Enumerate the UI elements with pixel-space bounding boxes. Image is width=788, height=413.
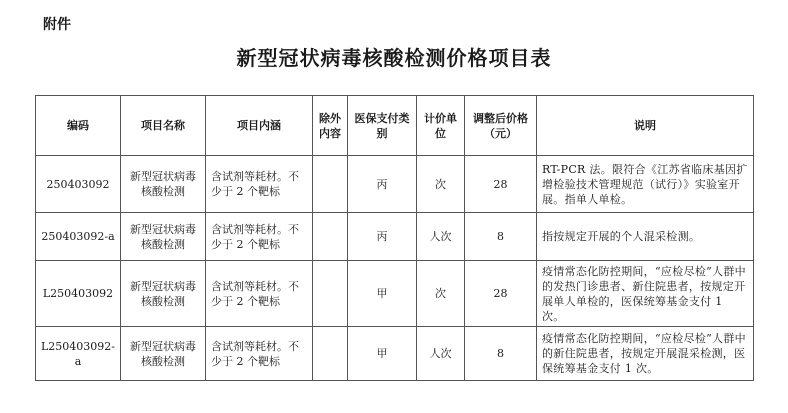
cell-price: 8 (465, 327, 537, 381)
cell-item-name: 新型冠状病毒核酸检测 (121, 261, 206, 327)
header-description: 说明 (537, 96, 754, 156)
cell-price: 28 (465, 261, 537, 327)
cell-code: L250403092-a (36, 327, 121, 381)
cell-insurance: 丙 (348, 156, 417, 213)
cell-insurance: 甲 (348, 327, 417, 381)
cell-insurance: 丙 (348, 213, 417, 261)
header-row (36, 96, 754, 156)
header-price: 调整后价格（元） (465, 96, 537, 156)
cell-price: 28 (465, 156, 537, 213)
cell-item-content: 含试剂等耗材。不少于 2 个靶标 (206, 213, 313, 261)
cell-description: 疫情常态化防控期间，“应检尽检”人群中的新住院患者，按规定开展混采检测，医保统筹基金支付 1 次。 (537, 327, 754, 381)
price-items-table (35, 95, 754, 381)
cell-item-name: 新型冠状病毒核酸检测 (121, 156, 206, 213)
cell-code: L250403092 (36, 261, 121, 327)
header-unit: 计价单位 (417, 96, 465, 156)
header-item-content: 项目内涵 (206, 96, 313, 156)
cell-unit: 人次 (417, 327, 465, 381)
cell-description: RT-PCR 法。限符合《江苏省临床基因扩增检验技术管理规范（试行）》实验室开展。指单人单检。 (537, 156, 754, 213)
cell-item-name: 新型冠状病毒核酸检测 (121, 327, 206, 381)
attachment-label: 附件 (43, 17, 71, 33)
header-code: 编码 (36, 96, 121, 156)
header-insurance: 医保支付类别 (348, 96, 417, 156)
table-row (36, 213, 754, 261)
header-excluded: 除外内容 (313, 96, 348, 156)
table-row (36, 261, 754, 327)
cell-item-content: 含试剂等耗材。不少于 2 个靶标 (206, 156, 313, 213)
table-row (36, 327, 754, 381)
cell-excluded (313, 327, 348, 381)
cell-code: 250403092 (36, 156, 121, 213)
cell-insurance: 甲 (348, 261, 417, 327)
cell-description: 疫情常态化防控期间，“应检尽检”人群中的发热门诊患者、新住院患者，按规定开展单人单检的，医保统筹基金支付 1 次。 (537, 261, 754, 327)
header-item-name: 项目名称 (121, 96, 206, 156)
cell-item-name: 新型冠状病毒核酸检测 (121, 213, 206, 261)
document-title: 新型冠状病毒核酸检测价格项目表 (236, 46, 552, 70)
cell-unit: 次 (417, 156, 465, 213)
cell-excluded (313, 261, 348, 327)
cell-excluded (313, 156, 348, 213)
cell-description: 指按规定开展的个人混采检测。 (537, 213, 754, 261)
cell-code: 250403092-a (36, 213, 121, 261)
cell-unit: 人次 (417, 213, 465, 261)
cell-excluded (313, 213, 348, 261)
cell-item-content: 含试剂等耗材。不少于 2 个靶标 (206, 261, 313, 327)
cell-price: 8 (465, 213, 537, 261)
table-row (36, 156, 754, 213)
cell-unit: 次 (417, 261, 465, 327)
cell-item-content: 含试剂等耗材。不少于 2 个靶标 (206, 327, 313, 381)
